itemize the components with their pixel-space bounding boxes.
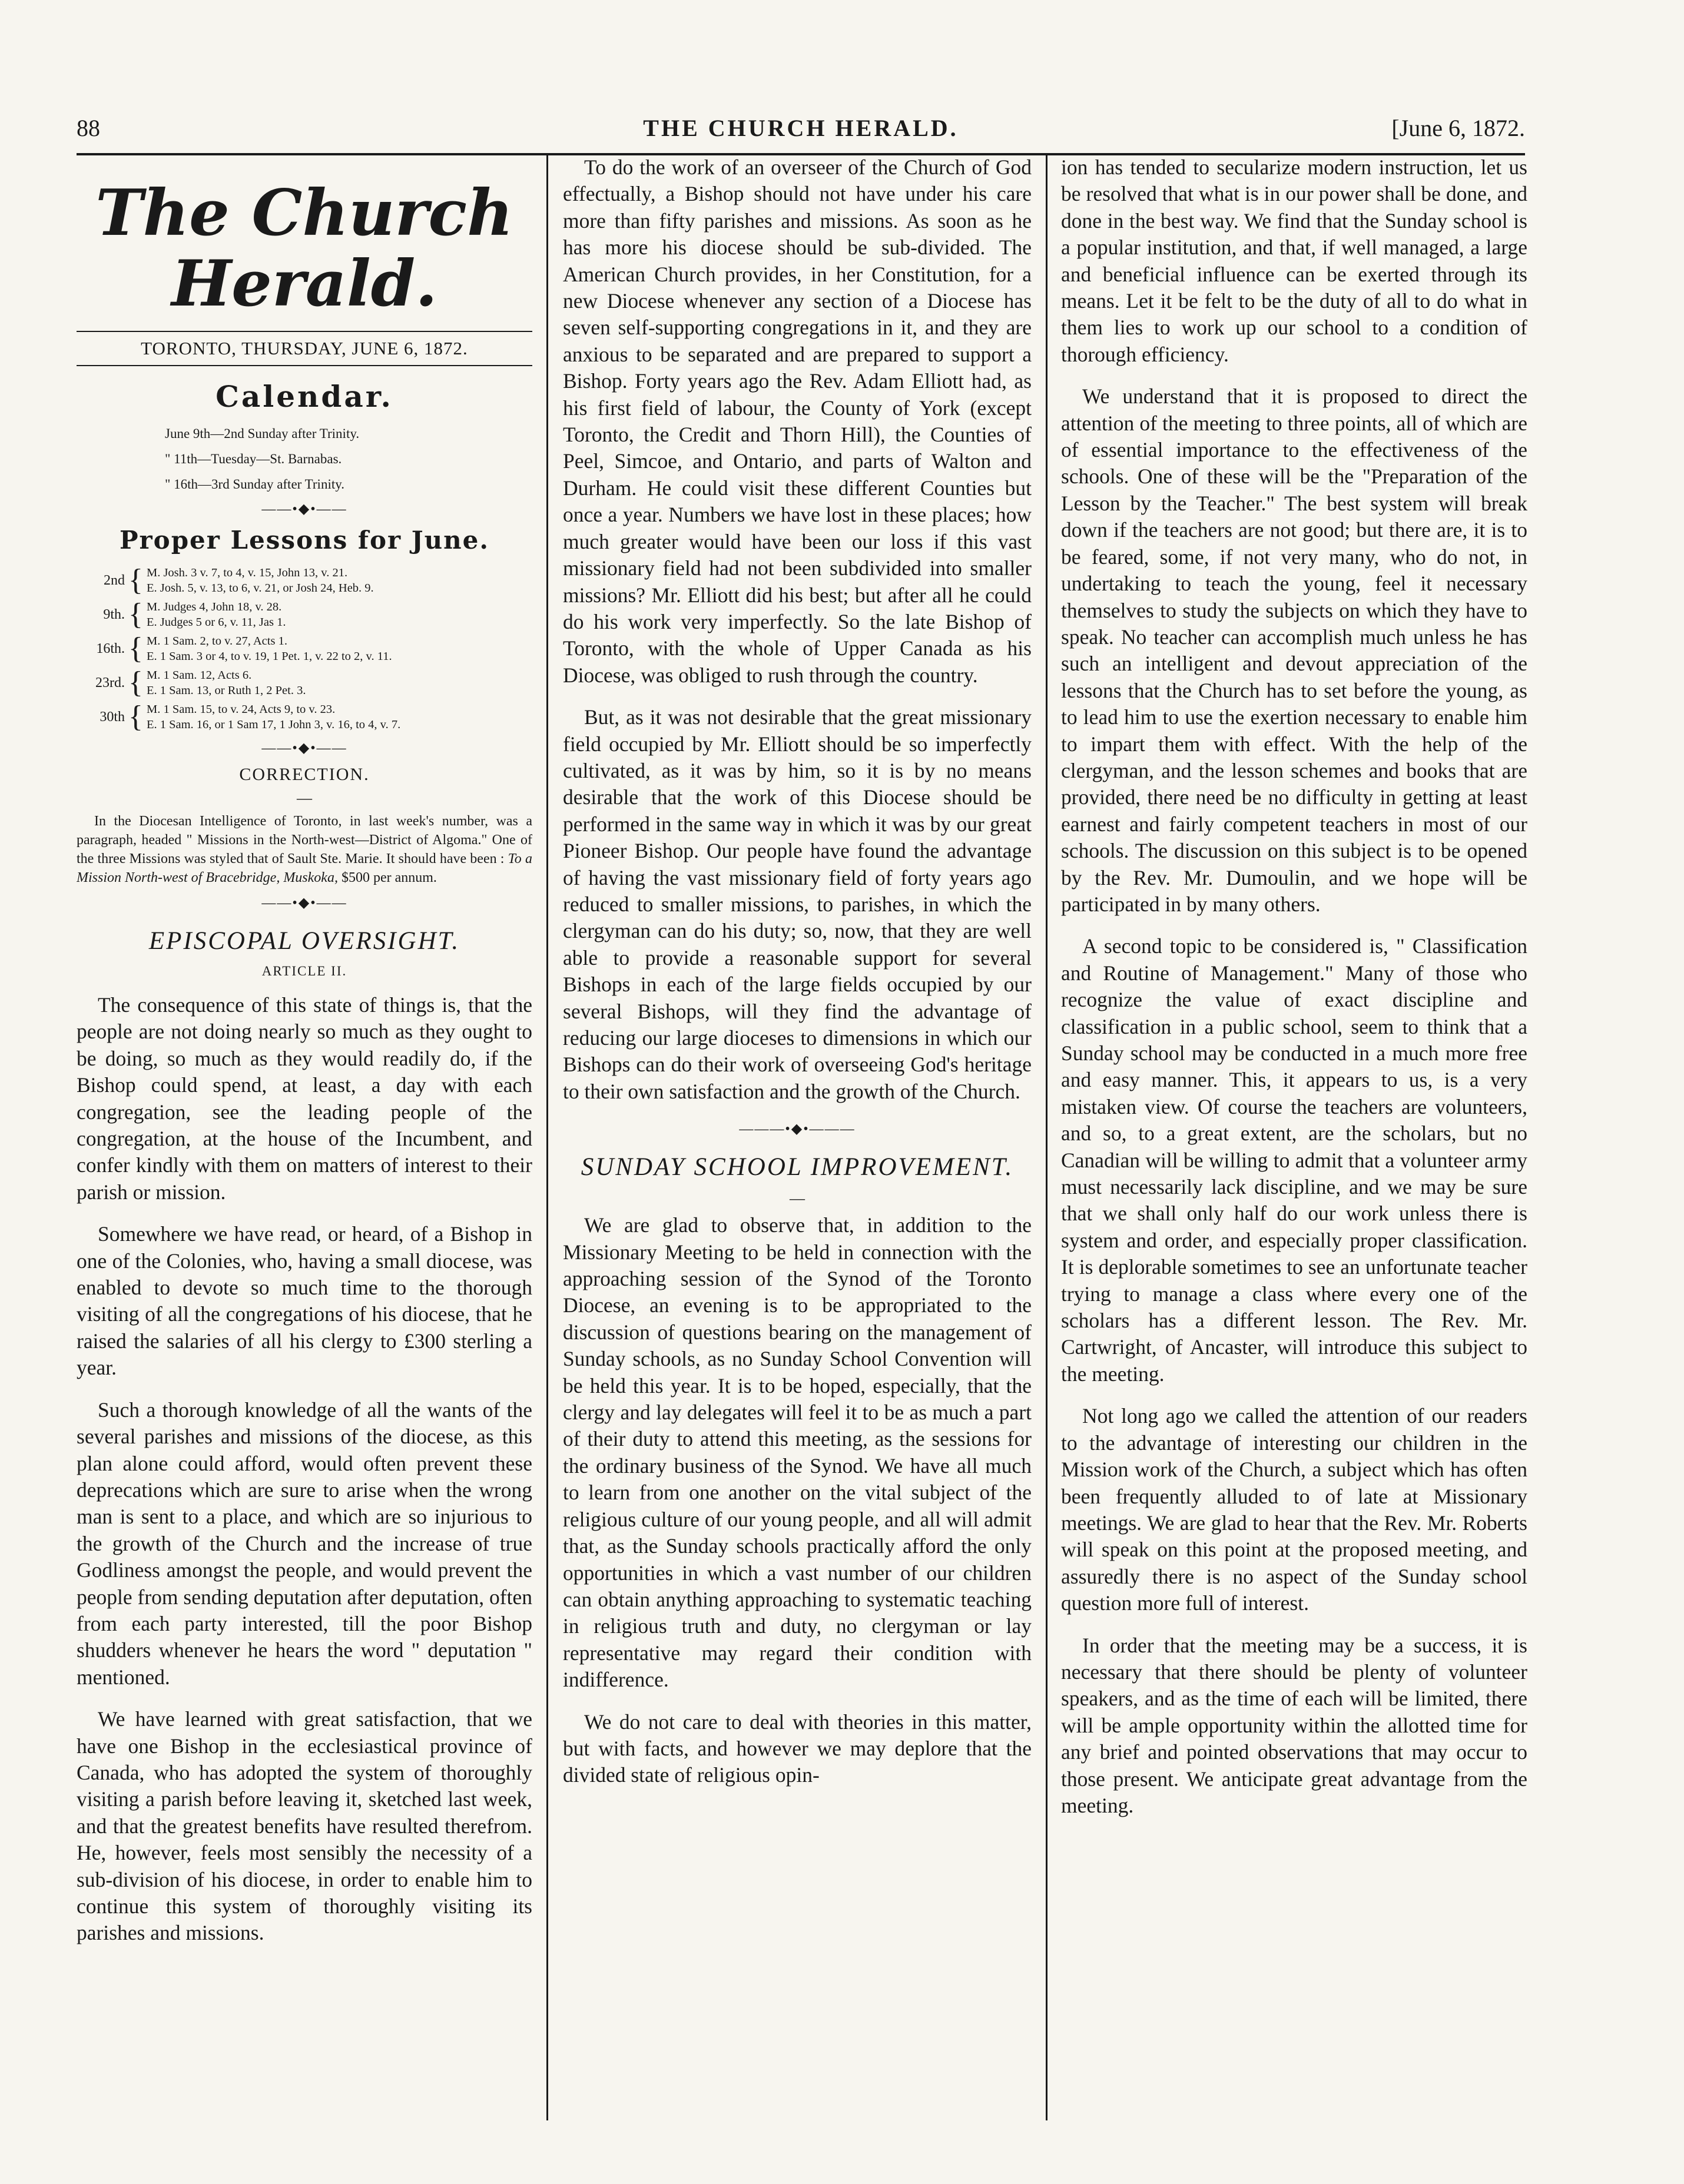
calendar-entry: " 11th—Tuesday—St. Barnabas.	[165, 452, 342, 466]
running-date: [June 6, 1872.	[1391, 115, 1525, 141]
article-paragraph: We have learned with great satisfaction, that we have one Bishop in the ecclesiastical province of Canada, who has adopted the system of thoroughly visiting a parish before leaving it, sketched last week, and that the greatest benefits have resulted therefrom. He, however, feels most sensibly the necessity of a sub-division of his diocese, in order to enable him to continue this system of thoroughly visiting its parishes and missions.	[77, 1707, 532, 1945]
calendar-entry: June 9th—2nd Sunday after Trinity.	[165, 426, 360, 441]
article-number: ARTICLE II.	[261, 964, 347, 978]
lessons-row	[77, 633, 532, 664]
lessons-day: 30th	[100, 709, 125, 725]
column-rule-1	[546, 154, 548, 2120]
calendar-entry: " 16th—3rd Sunday after Trinity.	[165, 477, 344, 492]
ornament-divider: ———•◆•———	[739, 1121, 856, 1137]
lessons-evening: E. 1 Sam. 16, or 1 Sam 17, 1 John 3, v. 16, to 4, v. 7.	[146, 718, 401, 731]
column-1	[77, 154, 542, 2120]
lessons-day: 2nd	[104, 572, 125, 588]
ornament-divider: ——•◆•——	[261, 741, 347, 756]
lessons-day: 23rd.	[95, 675, 125, 691]
lessons-morning: M. 1 Sam. 2, to v. 27, Acts 1.	[146, 635, 287, 648]
lessons-day: 9th.	[103, 606, 125, 622]
lessons-heading: Proper Lessons for June.	[119, 526, 490, 555]
ornament-divider: ——•◆•——	[261, 502, 347, 517]
brace-icon: {	[128, 598, 143, 631]
short-dash: —	[297, 789, 312, 806]
lessons-evening: E. 1 Sam. 3 or 4, to v. 19, 1 Pet. 1, v. 22 to 2, v. 11.	[146, 650, 392, 663]
lessons-day: 16th.	[96, 640, 125, 656]
article-paragraph: The consequence of this state of things is, that the people are not doing nearly so much as they ought to be doing, so much as they would readily do, if the Bishop could spend, at least, a day with each congregation, see the leading people of the congregation, at the house of the Incumbent, and confer kindly with them on matters of interest to their parish or mission.	[77, 993, 532, 1204]
article-paragraph: Not long ago we called the attention of our readers to the advantage of interesting our children in the Mission work of the Church, a subject which has often been frequently alluded to of late at Missionary meetings. We are glad to hear that the Rev. Mr. Roberts will speak on this point at the proposed meeting, and assuredly there is no aspect of the Sunday school question more full of interest.	[1061, 1404, 1527, 1615]
correction-heading: CORRECTION.	[239, 765, 370, 784]
column-2	[552, 154, 1041, 2120]
lessons-evening: E. Judges 5 or 6, v. 11, Jas 1.	[146, 616, 286, 629]
lessons-row	[77, 565, 532, 596]
dateline: TORONTO, THURSDAY, JUNE 6, 1872.	[77, 331, 532, 366]
article-paragraph: We understand that it is proposed to direct the attention of the meeting to three points, all of which are of essential importance to the effectiveness of the schools. One of these will be the "Preparation of the Lesson by the Teacher." The best system will break down if the teachers are not good; but there are, it is to be feared, some, if not very many, who do not, in undertaking to teach the young, feel it necessary themselves to study the subjects on which they have to speak. No teacher can accomplish much unless he has such an intelligent and devout appreciation of the lessons that the Church has to set before the young, as to lead him to use the exertion necessary to enable him to impart them with effect. With the help of the clergyman, and the lesson schemes and books that are provided, there need be no difficulty in getting at least earnest and fairly competent teachers in most of our schools. The discussion on this subject is to be opened by the Rev. Mr. Dumoulin, and we hope will be participated in by many others.	[1061, 384, 1527, 916]
brace-icon: {	[128, 563, 143, 597]
lessons-morning: M. Judges 4, John 18, v. 28.	[146, 600, 282, 613]
brace-icon: {	[128, 700, 143, 733]
article-paragraph: To do the work of an overseer of the Church of God effectually, a Bishop should not have under his care more than fifty parishes and missions. As soon as he has more his diocese should be sub-divided. The American Church provides, in her Constitution, for a new Diocese whenever any section of a Diocese has seven self-supporting congregations in it, and they are anxious to be separated and are prepared to support a Bishop. Forty years ago the Rev. Adam Elliott had, as his first field of labour, the County of York (except Toronto, the Credit and Thorn Hill), the Counties of Peel, Simcoe, and Ontario, and parts of Walton and Durham. He could visit these different Counties but once a year. Numbers we have lost in these places; how much greater would have been our loss if this vast missionary field had not been subdivided into smaller missions? Mr. Elliott did his best; but after all he could do his work very imperfectly. So the late Bishop of Toronto, with the whole of Upper Canada as his Diocese, was obliged to rush through the country.	[563, 155, 1032, 687]
article-paragraph: We are glad to observe that, in addition to the Missionary Meeting to be held in connection with the approaching session of the Synod of the Toronto Diocese, an evening is to be appropriated to the discussion of questions bearing on the management of Sunday schools, as no Sunday School Convention will be held this year. It is to be hoped, especially, that the clergy and lay delegates will feel it to be as much a part of their duty to attend this meeting, as the sessions for the ordinary business of the Synod. We have all much to learn from one another on the vital subject of the religious culture of our young people, and all will admit that, as the Sunday schools practically afford the only opportunities in which a vast number of our children can obtain anything approaching to systematic teaching in religious truth and duty, no clergyman or lay representative may regard their condition with indifference.	[563, 1213, 1032, 1692]
lessons-row	[77, 599, 532, 630]
lessons-morning: M. Josh. 3 v. 7, to 4, v. 15, John 13, v. 21.	[146, 566, 348, 579]
lessons-table	[77, 565, 532, 732]
lessons-row	[77, 702, 532, 732]
column-rule-2	[1046, 154, 1047, 2120]
article-paragraph: A second topic to be considered is, " Classification and Routine of Management." Many of those who recognize the value of exact discipline and classification in a public school, seem to think that a Sunday school may be conducted in a much more free and easy manner. This, it appears to us, is a very mistaken view. Of course the teachers are volunteers, and so, to a great extent, are the scholars, but no Canadian will be willing to admit that a volunteer army must necessarily lack discipline, and we may be sure that we shall only half do our work unless there is system and order, and especially proper classification. It is deplorable sometimes to see an unfortunate teacher trying to manage a class where every one of the scholars has a different lesson. The Rev. Mr. Cartwright, of Ancaster, will introduce this subject to the meeting.	[1061, 934, 1527, 1386]
correction-text: In the Diocesan Intelligence of Toronto, in last week's number, was a paragraph, headed " Missions in the North-west—District of Algoma." One of the three Missions was styled that of Sault Ste. Marie. It should have been : To a Mission North-west of Bracebridge, Muskoka, $500 per annum.	[77, 814, 532, 885]
page-header	[77, 106, 1525, 155]
short-dash: —	[790, 1190, 805, 1207]
lessons-evening: E. 1 Sam. 13, or Ruth 1, 2 Pet. 3.	[146, 684, 306, 697]
article-paragraph: ion has tended to secularize modern instruction, let us be resolved that what is in our power shall be done, and done in the best way. We find that the Sunday school is a popular institution, and that, if well managed, a large and beneficial influence can be exerted through its means. Let it be felt to be the duty of all to do what in them lies to work up our school to a condition of thorough efficiency.	[1061, 155, 1527, 366]
page-number: 88	[77, 115, 100, 141]
lessons-evening: E. Josh. 5, v. 13, to 6, v. 21, or Josh 24, Heb. 9.	[146, 582, 374, 595]
sunday-school-heading: SUNDAY SCHOOL IMPROVEMENT.	[581, 1153, 1014, 1181]
lessons-morning: M. 1 Sam. 15, to v. 24, Acts 9, to v. 23.	[146, 703, 336, 716]
masthead-title: The Church Herald.	[95, 176, 513, 321]
article-paragraph: Somewhere we have read, or heard, of a Bishop in one of the Colonies, who, having a small diocese, was enabled to devote so much time to the thorough visiting of all the congregations of his diocese, that he raised the salaries of all his clergy to £300 sterling a year.	[77, 1222, 532, 1380]
episcopal-heading: EPISCOPAL OVERSIGHT.	[148, 927, 460, 955]
article-paragraph: But, as it was not desirable that the great missionary field occupied by Mr. Elliott should be so imperfectly cultivated, as it was by him, so it is by no means desirable that the work of this Diocese should be performed in the same way in which it was by our great Pioneer Bishop. Our people have found the advantage of having the vast missionary field of forty years ago reduced to smaller missions, to parishes, in which the clergyman can do his duty; so, now, that they are well able to provide a reasonable support for several Bishops in each of the large fields occupied by our several Bishops, will they find the advantage of reducing our large dioceses to dimensions in which our Bishops can do their work of overseeing God's heritage to their own satisfaction and the growth of the Church.	[563, 705, 1032, 1103]
article-paragraph: In order that the meeting may be a success, it is necessary that there should be plenty of volunteer speakers, and as the time of each will be limited, there will be ample opportunity within the allotted time for any brief and pointed observations that may occur to those present. We anticipate great advantage from the meeting.	[1061, 1633, 1527, 1817]
column-3	[1052, 154, 1527, 2120]
brace-icon: {	[128, 632, 143, 665]
article-paragraph: We do not care to deal with theories in this matter, but with facts, and however we may deplore that the divided state of religious opin-	[563, 1710, 1032, 1787]
lessons-row	[77, 668, 532, 698]
lessons-morning: M. 1 Sam. 12, Acts 6.	[146, 669, 252, 682]
ornament-divider: ——•◆•——	[261, 895, 347, 911]
calendar-heading: Calendar.	[216, 379, 393, 414]
brace-icon: {	[128, 666, 143, 699]
running-title: THE CHURCH HERALD.	[643, 115, 959, 141]
article-paragraph: Such a thorough knowledge of all the wants of the several parishes and missions of the diocese, as this plan alone could afford, would often prevent these deprecations which are sure to arise when the wrong man is sent to a place, and which are so injurious to the growth of the Church and the increase of true Godliness amongst the people, and would prevent the people from sending deputation after deputation, often from each party interested, till the poor Bishop shudders whenever he hears the word " deputation " mentioned.	[77, 1398, 532, 1689]
